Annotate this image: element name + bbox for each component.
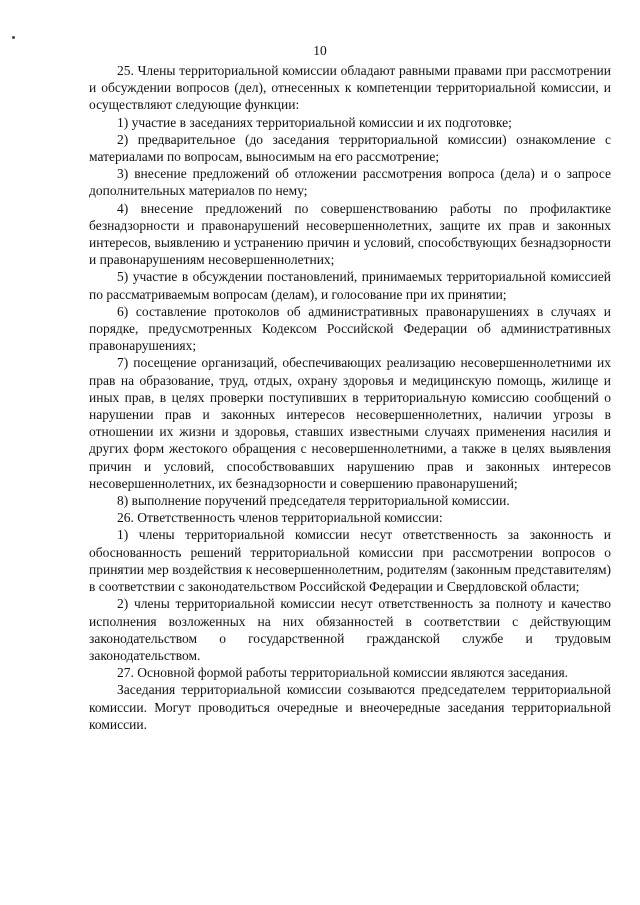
paragraph-26-item-1: 1) члены территориальной комиссии несут ответственность за законность и обоснованность решений территориальной комиссии при рассмотрении вопросов о принятии мер воздействия к несовершеннолетним, родителям (законным представителям) в соответствии с законодательством Российской Федерации и Свердловской области; bbox=[89, 527, 611, 595]
paragraph-25-item-6: 6) составление протоколов об административных правонарушениях в случаях и порядке, предусмотренных Кодексом Российской Федерации об административных правонарушениях; bbox=[89, 303, 611, 354]
paragraph-25-item-1: 1) участие в заседаниях территориальной комиссии и их подготовке; bbox=[117, 114, 512, 130]
paragraph-27-continued: Заседания территориальной комиссии созываются председателем территориальной комиссии. Могут проводиться очередные и внеочередные заседания территориальной комиссии. bbox=[89, 682, 611, 732]
paragraph-26: 26. Ответственность членов территориальной комиссии: bbox=[117, 510, 443, 526]
paragraph-25-item-7: 7) посещение организаций, обеспечивающих реализацию несовершеннолетними их прав на образование, труд, отдых, охрану здоровья и медицинскую помощь, жилище и иных прав, в целях проверки поступивших в территориальную комиссию сообщений о нарушении прав и законных интересов несовершеннолетних, наличии угрозы в отношении их жизни и здоровья, ставших известными случаях применения насилия и других форм жестокого обращения с несовершеннолетними, а также в целях выявления причин и условий, способствовавших нарушению прав и законных интересов несовершеннолетних, их безнадзорности и совершению правонарушений; bbox=[89, 355, 611, 491]
paragraph-25: 25. Члены территориальной комиссии обладают равными правами при рассмотрении и обсуждении вопросов (дел), отнесенных к компетенции территориальной комиссии, и осуществляют следующие функции: bbox=[89, 63, 611, 113]
page-number: 10 bbox=[313, 43, 327, 58]
paragraph-25-item-2: 2) предварительное (до заседания территориальной комиссии) ознакомление с материалами по вопросам, выносимым на его рассмотрение; bbox=[89, 131, 611, 165]
paragraph-26-item-2: 2) члены территориальной комиссии несут ответственность за полноту и качество исполнения возложенных на них обязанностей в соответствии с действующим законодательством о государственной гражданской службе и трудовым законодательством. bbox=[89, 596, 611, 663]
paragraph-25-item-5: 5) участие в обсуждении постановлений, принимаемых территориальной комиссией по рассматриваемым вопросам (делам), и голосование при их принятии; bbox=[89, 269, 611, 302]
paragraph-25-item-3: 3) внесение предложений об отложении рассмотрения вопроса (дела) и о запросе дополнительных материалов по нему; bbox=[89, 166, 611, 199]
document-body bbox=[89, 62, 611, 733]
paragraph-27: 27. Основной формой работы территориальной комиссии являются заседания. bbox=[117, 665, 569, 681]
paragraph-25-item-4: 4) внесение предложений по совершенствованию работы по профилактике безнадзорности и правонарушений несовершеннолетних, защите их прав и законных интересов, выявлению и устранению причин и условий, способствующих безнадзорности и правонарушениям несовершеннолетних; bbox=[89, 200, 611, 268]
scan-speck bbox=[12, 36, 15, 39]
paragraph-25-item-8: 8) выполнение поручений председателя территориальной комиссии. bbox=[117, 493, 510, 509]
